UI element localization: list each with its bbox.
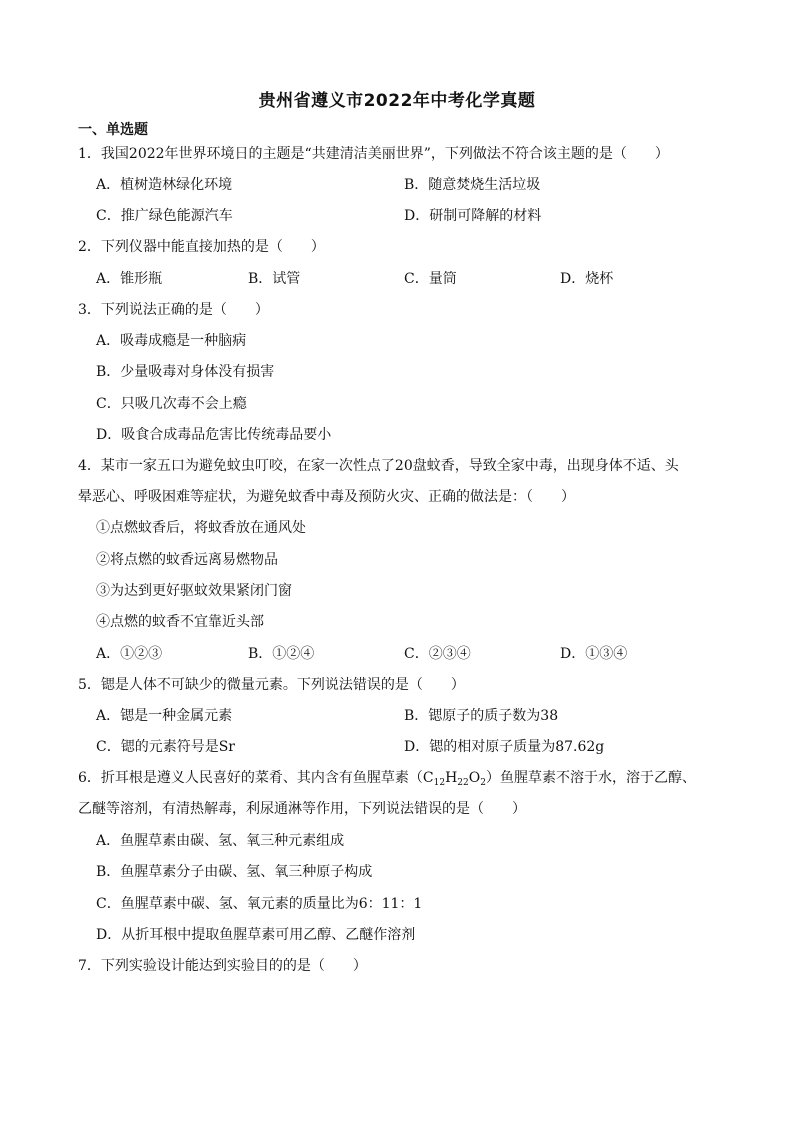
question-6-option-a: A．鱼腥草素由碳、氢、氧三种元素组成 (96, 833, 345, 849)
question-2-option-c: C．量筒 (404, 271, 457, 287)
question-2-stem: 2．下列仪器中能直接加热的是（ ） (78, 239, 325, 255)
page-title: 贵州省遵义市2022年中考化学真题 (258, 91, 536, 111)
question-5-option-c: C．锶的元素符号是Sr (96, 739, 235, 755)
question-5-option-a: A．锶是一种金属元素 (96, 708, 233, 724)
question-1-option-b: B．随意焚烧生活垃圾 (404, 177, 541, 193)
question-6-stem-line-2: 乙醚等溶剂，有清热解毒，利尿通淋等作用，下列说法错误的是（ ） (78, 801, 526, 817)
question-4-statement-2: ②将点燃的蚊香远离易燃物品 (96, 552, 278, 568)
question-4-option-c: C．②③④ (404, 646, 471, 662)
question-4-statement-3: ③为达到更好驱蚊效果紧闭门窗 (96, 583, 292, 599)
question-5-option-d: D．锶的相对原子质量为87.62g (404, 739, 605, 755)
question-2-option-d: D．烧杯 (560, 271, 614, 287)
question-4-option-b: B．①②④ (248, 646, 315, 662)
question-3-option-b: B．少量吸毒对身体没有损害 (96, 364, 275, 380)
question-4-option-d: D．①③④ (560, 646, 628, 662)
question-4-stem-line-1: 4．某市一家五口为避免蚊虫叮咬，在家一次性点了20盘蚊香，导致全家中毒，出现身体不适、头 (78, 458, 679, 474)
question-3-option-d: D．吸食合成毒品危害比传统毒品要小 (96, 427, 332, 443)
question-1-option-d: D．研制可降解的材料 (404, 208, 542, 224)
carbon-subscript: 12 (433, 778, 446, 788)
question-6-stem-line-1 (78, 769, 696, 787)
question-4-option-a: A．①②③ (96, 646, 163, 662)
question-1-stem: 1．我国2022年世界环境日的主题是“共建清洁美丽世界”，下列做法不符合该主题的是（ ） (78, 146, 669, 162)
question-4-statement-1: ①点燃蚊香后，将蚊香放在通风处 (96, 520, 306, 536)
hydrogen-subscript: 22 (457, 778, 469, 788)
question-6-stem-text-1: 6．折耳根是遵义人民喜好的菜肴、其内含有鱼腥草素（C (78, 770, 434, 786)
question-5-stem: 5．锶是人体不可缺少的微量元素。下列说法错误的是（ ） (78, 677, 465, 693)
question-1-option-c: C．推广绿色能源汽车 (96, 208, 233, 224)
question-3-option-a: A．吸毒成瘾是一种脑病 (96, 333, 247, 349)
question-5-option-b: B．锶原子的质子数为38 (404, 708, 559, 724)
oxygen-symbol: O (468, 770, 481, 786)
question-6-stem-text-2: ）鱼腥草素不溶于水，溶于乙醇、 (485, 770, 696, 786)
question-1-option-a: A．植树造林绿化环境 (96, 177, 233, 193)
question-3-option-c: C．只吸几次毒不会上瘾 (96, 396, 247, 412)
question-3-stem: 3．下列说法正确的是（ ） (78, 302, 269, 318)
question-4-statement-4: ④点燃的蚊香不宜靠近头部 (96, 614, 264, 630)
hydrogen-symbol: H (445, 770, 458, 786)
question-6-option-b: B．鱼腥草素分子由碳、氢、氧三种原子构成 (96, 864, 373, 880)
question-2-option-b: B．试管 (248, 271, 301, 287)
question-6-option-d: D．从折耳根中提取鱼腥草素可用乙醇、乙醚作溶剂 (96, 927, 416, 943)
question-4-stem-line-2: 晕恶心、呼吸困难等症状，为避免蚊香中毒及预防火灾、正确的做法是：（ ） (78, 489, 575, 505)
question-7-stem: 7．下列实验设计能达到实验目的的是（ ） (78, 958, 367, 974)
question-2-option-a: A．锥形瓶 (96, 271, 163, 287)
oxygen-subscript: 2 (480, 778, 486, 788)
section-heading: 一、单选题 (78, 122, 148, 138)
question-6-option-c: C．鱼腥草素中碳、氢、氧元素的质量比为6：11：1 (96, 896, 423, 912)
